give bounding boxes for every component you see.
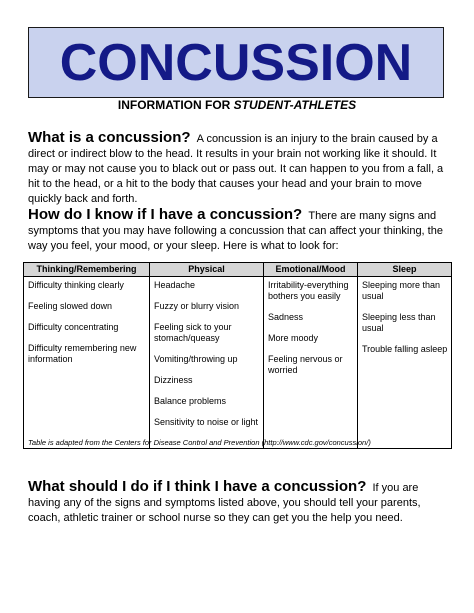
section-what-do-body: If you are having any of the signs and symptoms listed above, you should tell your parents, coach, athletic trainer or school nurse so they can get you the help you need. (28, 482, 421, 524)
list-item: Balance problems (154, 396, 227, 406)
list-item: Fuzzy or blurry vision (154, 301, 240, 311)
table-caption: Table is adapted from the Centers for Disease Control and Prevention (http://www.cdc.gov/concussion/) (28, 438, 371, 447)
section-what-is (28, 130, 446, 207)
list-item: Irritability-everything bothers you easily (268, 280, 349, 301)
list-item: Feeling sick to your stomach/queasy (154, 322, 232, 343)
list-item: Vomiting/throwing up (154, 354, 238, 364)
header-thinking: Thinking/Remembering (24, 263, 150, 277)
list-item: Difficulty remembering new information (28, 343, 137, 364)
header-sleep: Sleep (358, 263, 452, 277)
section-what-do-heading: What should I do if I think I have a concussion? (28, 478, 367, 495)
section-what-is-body: A concussion is an injury to the brain caused by a direct or indirect blow to the head. It results in your brain not working like it should. It may or may not cause you to black out or pass out. It can happen to you from a fall, a hit to the head, or a hit to the body that causes your head and your brain to move quickly back and forth. (28, 133, 444, 205)
list-item: Dizziness (154, 375, 193, 385)
list-item: Difficulty thinking clearly (28, 280, 124, 290)
subtitle-prefix: INFORMATION FOR (117, 98, 234, 112)
section-how-know-body: There are many signs and symptoms that you may have following a concussion that can affect your thinking, the way you feel, your mood, or your sleep. Here is what to look for: (28, 210, 443, 252)
thinking-cell (24, 277, 150, 449)
list-item: Headache (154, 280, 196, 290)
section-what-is-heading: What is a concussion? (28, 129, 191, 146)
subtitle (0, 98, 474, 112)
header-emotional: Emotional/Mood (264, 263, 358, 277)
list-item: More moody (268, 333, 319, 343)
header-physical: Physical (150, 263, 264, 277)
list-item: Feeling nervous or worried (268, 354, 343, 375)
list-item: Sadness (268, 312, 304, 322)
subtitle-emphasis: STUDENT-ATHLETES (233, 98, 357, 112)
sleep-cell (358, 277, 452, 449)
emotional-cell (264, 277, 358, 449)
list-item: Trouble falling asleep (362, 344, 448, 354)
section-what-do (28, 479, 446, 526)
table-row (24, 277, 452, 449)
list-item: Difficulty concentrating (28, 322, 119, 332)
list-item: Sleeping more than usual (362, 280, 441, 301)
table-header-row (24, 263, 452, 277)
symptoms-table-wrapper (23, 262, 451, 449)
list-item: Feeling slowed down (28, 301, 113, 311)
page-title: CONCUSSION (59, 33, 413, 92)
symptoms-table (23, 262, 452, 449)
physical-cell (150, 277, 264, 449)
list-item: Sensitivity to noise or light (154, 417, 259, 427)
section-how-know-heading: How do I know if I have a concussion? (28, 206, 303, 223)
section-how-know (28, 207, 446, 254)
list-item: Sleeping less than usual (362, 312, 436, 333)
title-banner (28, 27, 444, 98)
